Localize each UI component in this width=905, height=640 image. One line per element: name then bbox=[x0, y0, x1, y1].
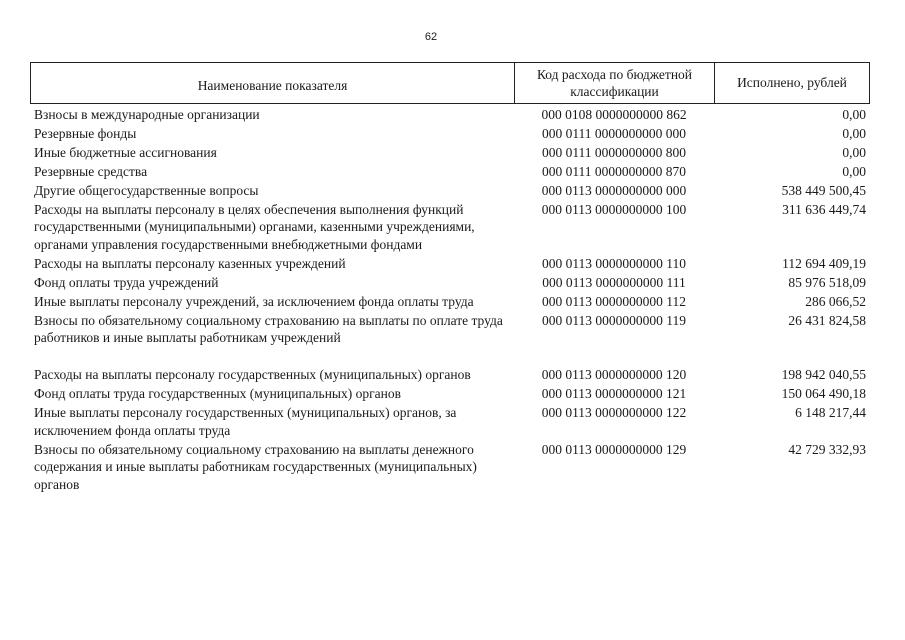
row-code: 000 0113 0000000000 110 bbox=[541, 255, 687, 271]
row-code: 000 0108 0000000000 862 bbox=[541, 106, 687, 122]
row-name: Резервные фонды bbox=[34, 125, 137, 141]
table-row bbox=[30, 366, 870, 384]
table-row bbox=[30, 125, 870, 143]
row-code: 000 0113 0000000000 120 bbox=[541, 367, 687, 382]
budget-table bbox=[30, 62, 870, 493]
table-row bbox=[30, 144, 870, 162]
row-amount: 538 449 500,45 bbox=[781, 182, 866, 198]
row-amount: 85 976 518,09 bbox=[788, 274, 866, 290]
row-amount: 6 148 217,44 bbox=[795, 405, 866, 420]
header-name: Наименование показателя bbox=[31, 63, 515, 103]
table-row bbox=[30, 312, 870, 347]
row-code: 000 0111 0000000000 800 bbox=[541, 144, 687, 160]
row-name: Иные выплаты персоналу государственных (муниципальных) органов, за исключением фонда оплаты труда bbox=[34, 405, 457, 438]
row-code: 000 0113 0000000000 121 bbox=[541, 386, 687, 401]
row-code: 000 0113 0000000000 100 bbox=[541, 201, 687, 217]
row-spacer bbox=[30, 347, 870, 365]
row-amount: 311 636 449,74 bbox=[782, 201, 866, 217]
row-name: Фонд оплаты труда государственных (муниципальных) органов bbox=[34, 386, 401, 401]
table-row bbox=[30, 255, 870, 273]
row-amount: 286 066,52 bbox=[805, 293, 866, 309]
row-code: 000 0111 0000000000 000 bbox=[541, 125, 687, 141]
row-amount: 0,00 bbox=[842, 144, 866, 160]
row-name: Расходы на выплаты персоналу казенных учреждений bbox=[34, 255, 346, 271]
row-code: 000 0113 0000000000 129 bbox=[541, 441, 687, 457]
row-name: Резервные средства bbox=[34, 163, 148, 179]
row-amount: 112 694 409,19 bbox=[782, 255, 866, 271]
row-name: Другие общегосударственные вопросы bbox=[34, 182, 259, 198]
row-name: Взносы по обязательному социальному страхованию на выплаты по оплате труда работников и иные выплаты работникам учреждений bbox=[34, 312, 503, 345]
page-number: 62 bbox=[424, 31, 438, 43]
row-name: Расходы на выплаты персоналу в целях обеспечения выполнения функций государственными (муниципальными) органами, казенными учреждениями, органами управления государственными внебюджетными фондами bbox=[34, 201, 475, 252]
row-amount: 26 431 824,58 bbox=[788, 312, 866, 328]
row-amount: 150 064 490,18 bbox=[781, 386, 866, 401]
table-row bbox=[30, 385, 870, 403]
table-row bbox=[30, 182, 870, 200]
header-amount: Исполнено, рублей bbox=[737, 75, 847, 90]
row-code: 000 0113 0000000000 000 bbox=[541, 182, 687, 198]
table-row bbox=[30, 106, 870, 124]
table-row bbox=[30, 163, 870, 181]
row-code: 000 0113 0000000000 111 bbox=[542, 274, 686, 290]
table-row bbox=[30, 404, 870, 439]
table-row bbox=[30, 201, 870, 254]
row-name: Иные бюджетные ассигнования bbox=[34, 144, 217, 160]
row-code: 000 0111 0000000000 870 bbox=[541, 163, 687, 179]
row-amount: 0,00 bbox=[842, 106, 866, 122]
table-row bbox=[30, 441, 870, 494]
row-name: Взносы по обязательному социальному страхованию на выплаты денежного содержания и иные выплаты работникам государственных (муниципальных) органов bbox=[34, 441, 477, 492]
row-amount: 198 942 040,55 bbox=[781, 367, 866, 382]
row-code: 000 0113 0000000000 119 bbox=[541, 312, 687, 328]
row-name: Фонд оплаты труда учреждений bbox=[34, 274, 219, 290]
row-name: Расходы на выплаты персоналу государственных (муниципальных) органов bbox=[34, 367, 471, 382]
table-row bbox=[30, 293, 870, 311]
table-row bbox=[30, 274, 870, 292]
row-code: 000 0113 0000000000 112 bbox=[541, 293, 687, 309]
row-name: Иные выплаты персоналу учреждений, за исключением фонда оплаты труда bbox=[34, 293, 474, 309]
row-amount: 0,00 bbox=[842, 163, 866, 179]
row-name: Взносы в международные организации bbox=[34, 106, 260, 122]
header-code: Код расхода по бюджетной классификации bbox=[515, 63, 715, 103]
row-amount: 0,00 bbox=[842, 125, 866, 141]
row-amount: 42 729 332,93 bbox=[788, 441, 866, 457]
row-code: 000 0113 0000000000 122 bbox=[541, 405, 687, 420]
table-header bbox=[30, 62, 870, 104]
